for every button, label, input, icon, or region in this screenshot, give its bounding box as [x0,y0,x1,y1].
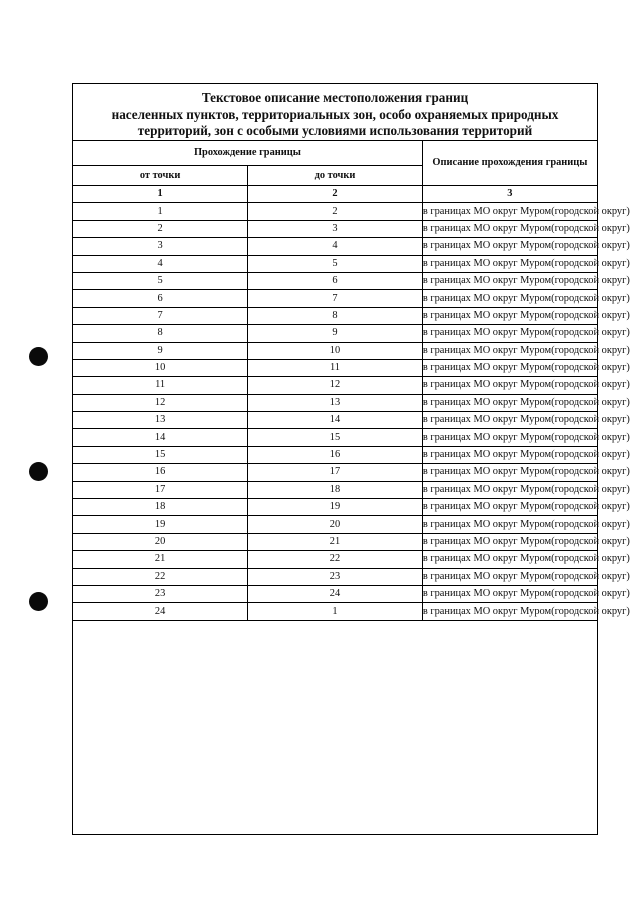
table-row [73,533,597,550]
to-point-cell: 1 [248,603,423,620]
from-point-cell: 7 [73,307,248,324]
boundary-table [73,141,630,621]
description-cell: в границах МО округ Муром(городской округ) [422,394,597,411]
from-point-cell: 14 [73,429,248,446]
table-row [73,585,597,602]
header-boundary-passage: Прохождение границы [73,141,422,166]
table-row [73,394,597,411]
from-point-cell: 13 [73,412,248,429]
table-row [73,377,597,394]
column-number-3: 3 [422,186,597,203]
to-point-cell: 20 [248,516,423,533]
table-row [73,446,597,463]
description-cell: в границах МО округ Муром(городской округ) [422,429,597,446]
description-cell: в границах МО округ Муром(городской округ) [422,551,597,568]
to-point-cell: 8 [248,307,423,324]
from-point-cell: 3 [73,238,248,255]
from-point-cell: 16 [73,464,248,481]
to-point-cell: 17 [248,464,423,481]
to-point-cell: 15 [248,429,423,446]
to-point-cell: 19 [248,499,423,516]
column-numbering-row [73,186,597,203]
header-row-group [73,141,597,166]
from-point-cell: 20 [73,533,248,550]
table-row [73,290,597,307]
from-point-cell: 5 [73,272,248,289]
document-frame [72,83,630,835]
table-row [73,325,597,342]
table-row [73,481,597,498]
description-cell: в границах МО округ Муром(городской округ) [422,359,597,376]
to-point-cell: 12 [248,377,423,394]
description-cell: в границах МО округ Муром(городской округ) [422,377,597,394]
description-cell: в границах МО округ Муром(городской округ) [422,238,597,255]
table-row [73,429,597,446]
table-row [73,412,597,429]
to-point-cell: 13 [248,394,423,411]
from-point-cell: 19 [73,516,248,533]
column-number-2: 2 [248,186,423,203]
description-cell: в границах МО округ Муром(городской округ) [422,203,597,220]
to-point-cell: 4 [248,238,423,255]
to-point-cell: 11 [248,359,423,376]
table-row [73,516,597,533]
description-cell: в границах МО округ Муром(городской округ) [422,516,597,533]
to-point-cell: 5 [248,255,423,272]
header-from-point: от точки [73,166,248,186]
table-row [73,307,597,324]
from-point-cell: 12 [73,394,248,411]
title-line-2: населенных пунктов, территориальных зон, особо охраняемых природных [111,106,559,122]
from-point-cell: 23 [73,585,248,602]
to-point-cell: 24 [248,585,423,602]
description-cell: в границах МО округ Муром(городской округ) [422,342,597,359]
table-row [73,203,597,220]
table-row [73,499,597,516]
from-point-cell: 15 [73,446,248,463]
document-title [73,84,597,141]
from-point-cell: 1 [73,203,248,220]
header-description: Описание прохождения границы [422,141,597,186]
description-cell: в границах МО округ Муром(городской округ) [422,307,597,324]
description-cell: в границах МО округ Муром(городской округ) [422,568,597,585]
header-to-point: до точки [248,166,423,186]
to-point-cell: 10 [248,342,423,359]
description-cell: в границах МО округ Муром(городской округ) [422,446,597,463]
binder-hole-middle [29,462,48,481]
description-cell: в границах МО округ Муром(городской округ) [422,499,597,516]
description-cell: в границах МО округ Муром(городской округ) [422,325,597,342]
table-row [73,603,597,620]
description-cell: в границах МО округ Муром(городской округ) [422,290,597,307]
binder-hole-top [29,347,48,366]
from-point-cell: 11 [73,377,248,394]
to-point-cell: 16 [248,446,423,463]
to-point-cell: 22 [248,551,423,568]
to-point-cell: 3 [248,220,423,237]
title-line-3: территорий, зон с особыми условиями использования территорий [137,123,533,138]
table-row [73,342,597,359]
description-cell: в границах МО округ Муром(городской округ) [422,272,597,289]
from-point-cell: 8 [73,325,248,342]
to-point-cell: 18 [248,481,423,498]
from-point-cell: 22 [73,568,248,585]
table-row [73,220,597,237]
table-row [73,238,597,255]
description-cell: в границах МО округ Муром(городской округ) [422,255,597,272]
column-number-1: 1 [73,186,248,203]
description-cell: в границах МО округ Муром(городской округ) [422,533,597,550]
description-cell: в границах МО округ Муром(городской округ) [422,464,597,481]
from-point-cell: 24 [73,603,248,620]
description-cell: в границах МО округ Муром(городской округ) [422,220,597,237]
table-row [73,272,597,289]
title-line-1: Текстовое описание местоположения границ [201,90,469,105]
description-cell: в границах МО округ Муром(городской округ) [422,481,597,498]
from-point-cell: 4 [73,255,248,272]
binder-hole-bottom [29,592,48,611]
table-row [73,551,597,568]
table-row [73,359,597,376]
to-point-cell: 6 [248,272,423,289]
to-point-cell: 9 [248,325,423,342]
to-point-cell: 21 [248,533,423,550]
description-cell: в границах МО округ Муром(городской округ) [422,585,597,602]
description-cell: в границах МО округ Муром(городской округ) [422,603,597,620]
description-cell: в границах МО округ Муром(городской округ) [422,412,597,429]
from-point-cell: 9 [73,342,248,359]
to-point-cell: 2 [248,203,423,220]
to-point-cell: 23 [248,568,423,585]
from-point-cell: 6 [73,290,248,307]
from-point-cell: 17 [73,481,248,498]
to-point-cell: 14 [248,412,423,429]
from-point-cell: 10 [73,359,248,376]
from-point-cell: 2 [73,220,248,237]
from-point-cell: 21 [73,551,248,568]
from-point-cell: 18 [73,499,248,516]
to-point-cell: 7 [248,290,423,307]
table-row [73,255,597,272]
table-row [73,464,597,481]
table-row [73,568,597,585]
